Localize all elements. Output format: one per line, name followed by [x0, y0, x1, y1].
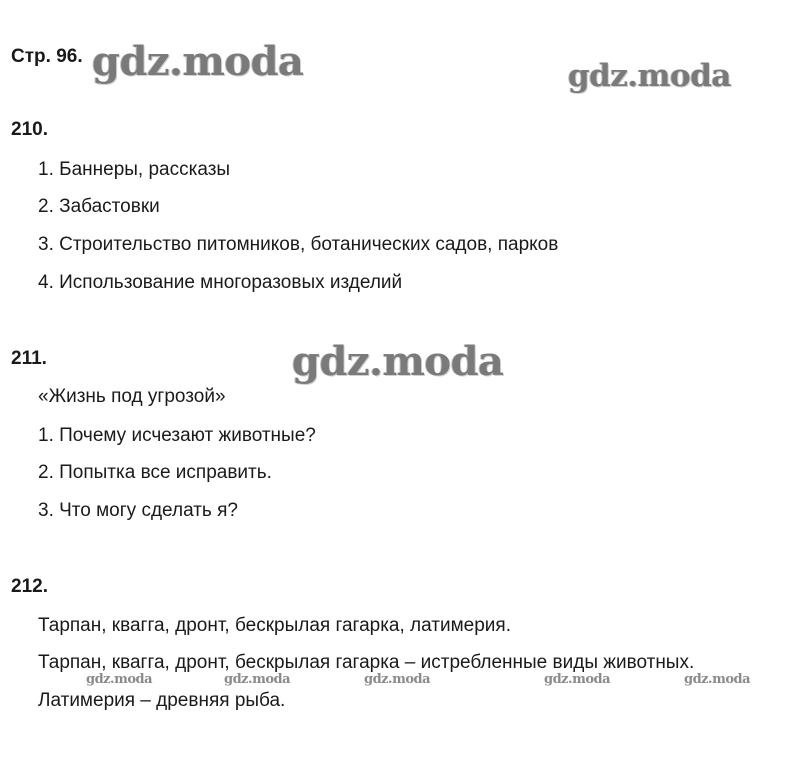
task-number-210: 210. — [11, 119, 48, 140]
answer-line: 3. Что могу сделать я? — [38, 500, 238, 521]
answer-line: 2. Забастовки — [38, 196, 160, 217]
watermark-logo: gdz.moda — [86, 672, 153, 687]
task-number-212: 212. — [11, 576, 48, 597]
answer-line: «Жизнь под угрозой» — [38, 386, 226, 407]
answer-line: 4. Использование многоразовых изделий — [38, 272, 403, 293]
answer-line: 1. Почему исчезают животные? — [38, 425, 316, 446]
watermark-logo: gdz.moda — [544, 672, 611, 687]
answer-line: 3. Строительство питомников, ботанических садов, парков — [38, 234, 559, 255]
watermark-logo: gdz.moda — [364, 672, 431, 687]
task-number-211: 211. — [11, 348, 47, 369]
answer-line: Тарпан, квагга, дронт, бескрылая гагарка, латимерия. — [38, 615, 511, 636]
answer-line: 2. Попытка все исправить. — [38, 462, 272, 483]
watermark-logo: gdz.moda — [292, 338, 504, 385]
answer-line: Латимерия – древняя рыба. — [38, 690, 286, 711]
watermark-logo: gdz.moda — [684, 672, 751, 687]
answer-line: 1. Баннеры, рассказы — [38, 159, 231, 180]
answer-line: Тарпан, квагга, дронт, бескрылая гагарка – истребленные виды животных. — [38, 652, 695, 673]
page-label: Стр. 96. — [11, 46, 83, 67]
watermark-logo: gdz.moda — [92, 38, 304, 85]
watermark-logo: gdz.moda — [568, 58, 731, 94]
watermark-logo: gdz.moda — [224, 672, 291, 687]
